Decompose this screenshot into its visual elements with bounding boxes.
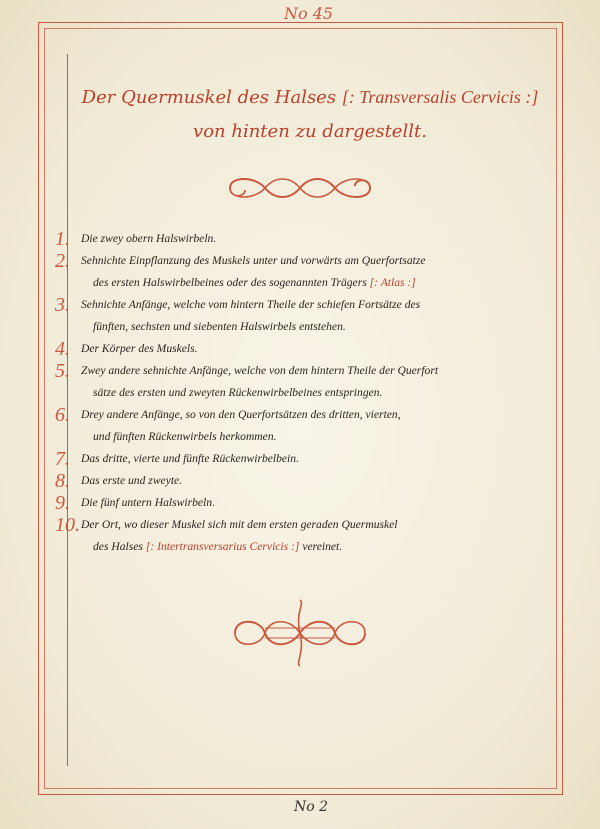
item-text: Sehnichte Anfänge, welche vom hintern Theile der schiefen Fortsätze des [81,298,421,311]
list-item [55,250,555,294]
item-text: des Halses [93,540,143,553]
list-item [55,338,555,360]
item-text: Der Ort, wo dieser Muskel sich mit dem ersten geraden Quermuskel [81,518,398,531]
latin-term: [: Intertransversarius Cervicis :] [145,540,300,553]
page-title [70,80,550,149]
item-text: Sehnichte Einpflanzung des Muskels unter und vorwärts am Querfortsatze [81,254,426,267]
item-text: Der Körper des Muskels. [81,342,198,355]
item-number: 7. [55,448,70,470]
item-number: 6. [55,404,70,426]
item-number: 10. [55,514,80,536]
title-german: Der Quermuskel des Halses [81,87,337,108]
item-text: sätze des ersten und zweyten Rückenwirbelbeines entspringen. [93,386,383,399]
item-text: vereinet. [302,540,343,553]
item-text: des ersten Halswirbelbeines oder des sogenannten Trägers [93,276,367,289]
list-item [55,360,555,404]
list-item [55,294,555,338]
item-text: und fünften Rückenwirbels herkommen. [93,430,277,443]
item-number: 2. [55,250,70,272]
item-number: 9. [55,492,70,514]
sheet-number-top: No 45 [284,4,334,23]
item-text: Drey andere Anfänge, so von den Querfortsätzen des dritten, vierten, [81,408,401,421]
legend-list [55,228,555,558]
item-number: 5. [55,360,70,382]
bottom-flourish-icon [225,598,375,668]
item-text: fünften, sechsten und siebenten Halswirbels entstehen. [93,320,346,333]
latin-term: [: Atlas :] [369,276,416,289]
list-item [55,514,555,558]
list-item [55,404,555,448]
title-latin: [: Transversalis Cervicis :] [341,87,539,107]
list-item [55,492,555,514]
list-item [55,228,555,250]
item-number: 1. [55,228,70,250]
item-text: Zwey andere sehnichte Anfänge, welche von dem hintern Theile der Querfort [81,364,439,377]
item-text: Die zwey obern Halswirbeln. [81,232,217,245]
sheet-number-bottom: No 2 [294,799,329,815]
flourish-ornament-icon [210,168,390,208]
item-text: Das erste und zweyte. [81,474,183,487]
list-item [55,470,555,492]
item-number: 8. [55,470,70,492]
item-text: Das dritte, vierte und fünfte Rückenwirbelbein. [81,452,299,465]
item-text: Die fünf untern Halswirbeln. [81,496,215,509]
item-number: 4. [55,338,70,360]
title-line2: von hinten zu dargestellt. [193,121,427,142]
list-item [55,448,555,470]
item-number: 3. [55,294,70,316]
